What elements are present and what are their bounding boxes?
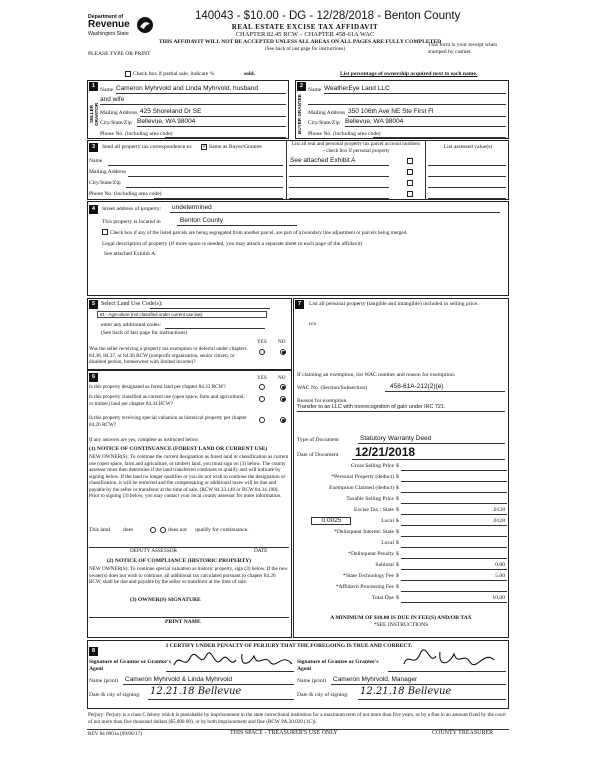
current-use-no-radio[interactable] [280,396,286,402]
does-radio[interactable] [150,527,156,533]
parcel-personal-checkbox-2[interactable] [407,169,413,175]
dollar-sign: $ [396,529,399,535]
forest-yes-radio[interactable] [259,384,265,390]
section-1-badge: 1 [89,82,98,91]
please-type: PLEASE TYPE OR PRINT [88,51,151,57]
additional-codes-label: enter any additional codes: [101,322,162,328]
s3-mailing-label: Mailing Address [89,169,127,175]
doc-date-label: Date of Document [297,452,339,458]
s5-no: NO [278,339,286,345]
tax-row-label: Local [381,540,394,546]
tax-row-label: Subtotal [375,562,394,568]
grantee-date-label: Date & city of signing: [297,692,349,698]
form-title: REAL ESTATE EXCISE TAX AFFIDAVIT [231,23,379,31]
dollar-sign: $ [396,540,399,546]
buyer-name-label: Name [308,87,322,93]
grantor-date[interactable]: 12.21.18 Bellevue [150,686,242,697]
does-label: does [123,527,134,533]
buyer-city-label: City/State/Zip [308,120,340,126]
tax-row-value[interactable]: 5.00 [495,573,505,579]
personal-property-label: List all personal property (tangible and intangible) included in selling price. [309,301,479,307]
county[interactable]: Benton County [180,217,224,224]
tax-row-label: *State Technology Fee [342,573,394,579]
dollar-sign: $ [396,584,399,590]
certify-statement: I CERTIFY UNDER PENALTY OF PERJURY THAT THE FOREGOING IS TRUE AND CORRECT. [166,643,413,649]
tax-row-label: Local [381,518,394,524]
forest-no-radio[interactable] [280,384,286,390]
qualify-label: qualify for continuance. [195,527,249,533]
tax-row-value[interactable]: .0128 [492,507,505,513]
section-6-badge: 6 [89,373,98,382]
segregated-checkbox[interactable] [102,229,108,235]
partial-sale-label: Check box if partial sale, indicate % [133,71,215,77]
county-treasurer: COUNTY TREASURER [432,730,494,736]
s5-see-back: (See back of last page for instructions) [101,330,188,336]
receipt-note: This form is your receipt when stamped by cashier. [428,42,498,55]
see-instructions: *SEE INSTRUCTIONS [373,622,429,628]
dollar-sign: $ [396,474,399,480]
historic-yes-radio[interactable] [259,417,265,423]
historic-no-radio[interactable] [280,417,286,423]
exemption-question: Was the seller receiving a property tax exemption or deferral under chapters 84.36, 84.37, or 84.38 RCW (nonprofit organization, senior citizen, or disabled person, homeowner with limited income)? [89,346,247,365]
sold-label: sold. [244,71,256,77]
dollar-sign: $ [396,496,399,502]
tax-row-label: *Affidavit Processing Fee [335,584,394,590]
doc-type[interactable]: Statutory Warranty Deed [360,435,432,442]
current-use-yes-radio[interactable] [259,396,265,402]
grantor-name[interactable]: Cameron Myhrvold & Linda Myhrvold [125,676,232,683]
grantee-name-label: Name (print) [297,678,327,684]
seller-phone-label: Phone No. (including area code) [100,131,173,137]
seller-mailing-label: Mailing Address [100,110,138,116]
exemption-no-radio[interactable] [280,349,286,355]
historic-question: Is this property receiving special valuation as historical property per chapter 84.26 RCW? [89,415,247,428]
grantee-sig-label: Signature of Grantee or Grantee's Agent [297,659,379,672]
wac-value[interactable]: 458-61A-212(2)(e) [390,383,444,390]
legal-label: Legal description of property (if more space is needed, you may attach a separate sheet to each page of the affidavit) [102,241,363,247]
section-4 [87,201,509,296]
current-use-question: Is this property classified as current use (open space, farm and agricultural, or timber) land per chapter 84.34 RCW? [89,394,245,407]
s6-no: NO [278,375,286,381]
list-pct-label: List percentage of ownership acquired next to each name. [340,71,478,77]
tax-row-value[interactable]: 0.00 [495,562,505,568]
seller-city[interactable]: Bellevue, WA 98004 [137,118,196,125]
land-use-value: 81 - Agriculture (not classified under current use law) [100,312,203,317]
doc-date[interactable]: 12/21/2018 [355,445,416,459]
parcels-header: List all real and personal property tax parcel account numbers – check box if personal property [291,141,421,154]
partial-sale-checkbox[interactable] [125,71,131,77]
wac-label: WAC No. (Section/Subsection) [297,385,368,391]
recording-stamp: 140043 - $10.00 - DG - 12/28/2018 - Benton County [195,10,461,22]
tax-row-value[interactable]: .0128 [492,518,505,524]
buyer-name[interactable]: WeatherEye Land LLC [324,85,390,92]
tax-row-label: *Delinquent Penalty [348,551,394,557]
exemption-yes-radio[interactable] [259,349,265,355]
seller-side-label: SELLER GRANTOR [89,102,99,126]
s3-phone-label: Phone No. (including area code) [89,191,162,197]
segregated-label: Check box if any of the listed parcels are being segregated from another parcel, are part of a boundary line adjustment or parcels being merged. [110,230,408,236]
claiming-label: If claiming an exemption, list WAC number and reason for exemption: [297,372,456,378]
parcel-number[interactable]: See attached Exhibit A [290,157,356,164]
tax-calc-table [297,463,507,603]
street-address[interactable]: undetermined [172,204,212,211]
buyer-phone-label: Phone No. (including area code) [308,131,381,137]
send-correspondence-label: Send all property tax correspondence to: [102,144,193,150]
dollar-sign: $ [396,518,399,524]
does-not-label: does not [168,527,187,533]
assessed-header: List assessed value(s) [443,144,493,150]
notice-1-body: NEW OWNER(S): To continue the current designation as forest land or classification as current use (open space, farm and agriculture, or timber) land, you must sign on (3) below. The county assessor must then determine if the land transferred continues to qualify and will indicate by signing below. If the land no longer qualifies or you do not wish to continue the designation or classification, it will be removed and the compensating or additional taxes will be due and payable by the seller or transferor at the time of sale. (RCW 84.33.140 or RCW 84.34.108). Prior to signing (3) below, you may contact your local county assessor for more information. [89,454,289,499]
local-rate: 0.0025 [321,517,342,524]
s5-yes: YES [257,339,267,345]
tax-row-label: Taxable Selling Price [346,496,394,502]
seller-name[interactable]: Cameron Myhrvold and Linda Myhrvold, husband [116,85,258,92]
this-land-label: This land [89,527,110,533]
tax-row-label: Gross Selling Price [350,463,394,469]
seller-mailing[interactable]: 425 Shoreland Dr SE [140,108,202,115]
grantee-date[interactable]: 12.21.18 Bellevue [360,686,452,697]
notice-2-body: NEW OWNER(S): To continue special valuation as historic property, sign (3) below. If the new owner(s) does not wish to continue, all additional tax calculated pursuant to chapter 84.26 RCW, shall be due and payable by the seller or transferor at the time of sale. [89,566,288,585]
forest-question: Is this property designated as forest land per chapter 84.33 RCW? [89,384,226,390]
street-label: Street address of property: [102,206,162,212]
section-8-badge: 8 [89,647,98,656]
grantor-sig-label: Signature of Grantor or Grantor's Agent [89,659,172,672]
tax-row-label: *Delinquent Interest: State [334,529,394,535]
dollar-sign: $ [396,507,399,513]
dollar-sign: $ [396,573,399,579]
grantee-name[interactable]: Cameron Myhrvold, Manager [333,676,418,683]
seller-name-label: Name [100,87,114,93]
dollar-sign: $ [396,551,399,557]
s3-city-label: City/State/Zip [89,180,121,186]
legal-description[interactable]: See attached Exhibit A. [104,251,157,257]
logo-line2: Revenue [88,19,130,30]
dollar-sign: $ [396,463,399,469]
personal-property-value[interactable]: n/a [309,321,316,327]
reason-label: Reason for exemption [297,398,347,404]
notice-2-title: (2) NOTICE OF COMPLIANCE (HISTORIC PROPERTY) [107,558,252,564]
buyer-city[interactable]: Bellevue, WA 98004 [345,118,404,125]
seller-name-line2[interactable]: and wife [100,96,125,103]
does-not-radio[interactable] [160,527,166,533]
if-yes-note: If any answers are yes, complete as instructed below. [89,437,200,443]
deputy-assessor-label: DEPUTY ASSESSOR [130,548,177,554]
grantor-signature[interactable] [170,650,300,672]
buyer-mailing-label: Mailing Address [308,110,346,116]
tax-row-label: Excise Tax : State [353,507,394,513]
land-use-select[interactable] [97,311,267,318]
section-5-badge: 5 [89,300,98,309]
date-label: DATE [254,548,268,554]
dollar-sign: $ [396,595,399,601]
logo-line1: Department of [88,14,124,20]
s6-yes: YES [257,375,267,381]
s3-name-label: Name [89,158,103,164]
tax-row-label: Exemption Claimed (deduct) [329,485,394,491]
perjury-notice: Perjury: Perjury is a class C felony which is punishable by imprisonment in the state correctional institution for a maximum term of not more than five years, or by a fine in an amount fixed by the court of not more than five thousand dollars ($5,000.00), or by both imprisonment and fine (RCW 9A.20.020 (1C)). [88,712,506,725]
print-name-label: PRINT NAME [165,619,201,625]
tax-row-value[interactable]: 10.00 [492,595,505,601]
dollar-sign: $ [396,562,399,568]
notice-1-title: (1) NOTICE OF CONTINUANCE (FOREST LAND OR CURRENT USE) [89,446,268,452]
treasurer-use-only: THIS SPACE - TREASURER'S USE ONLY [230,730,338,736]
parcel-personal-checkbox-4[interactable] [407,191,413,197]
buyer-mailing[interactable]: 350 106th Ave NE Ste First Fl [348,108,434,115]
grantor-date-label: Date & city of signing: [89,692,141,698]
tax-row-label: *Personal Property (deduct) [331,474,394,480]
owner-signature-label: (3) OWNER(S) SIGNATURE [130,597,201,603]
land-use-label: Select Land Use Code(s): [101,301,163,307]
parcel-personal-checkbox-3[interactable] [407,180,413,186]
same-as-buyer-checkbox[interactable] [201,144,207,150]
grantee-signature[interactable] [400,648,500,672]
seller-city-label: City/State/Zip [100,120,132,126]
tax-row-label: Total Due [371,595,394,601]
grantor-name-label: Name (print) [89,678,119,684]
section-4-badge: 4 [89,205,98,214]
form-subtitle: CHAPTER 82.45 RCW – CHAPTER 458-61A WAC [235,31,375,38]
logo-line3: Washington State [88,31,129,37]
same-as-buyer-label: Same as Buyer/Grantee [209,144,262,150]
reason-value[interactable]: Transfer to an LLC with nonrecognition of gain under IRC 721. [297,404,446,410]
form-warning: THIS AFFIDAVIT WILL NOT BE ACCEPTED UNLESS ALL AREAS ON ALL PAGES ARE FULLY COMPLETED [158,39,442,45]
dollar-sign: $ [396,485,399,491]
section-2-badge: 2 [297,82,306,91]
buyer-side-label: BUYER GRANTEE [297,94,302,134]
minimum-fee-note: A MINIMUM OF $10.00 IS DUE IN FEE(S) AND/OR TAX [330,615,472,621]
form-see-back: (See back of last page for instructions) [264,46,346,52]
form-number: REV 84 0001a (09/06/17) [88,731,142,737]
located-label: This property is located in [102,219,161,225]
section-3-badge: 3 [89,143,98,152]
dor-logo-mark-icon [136,16,154,34]
section-7-badge: 7 [295,300,304,309]
parcel-personal-checkbox-1[interactable] [407,158,413,164]
doc-type-label: Type of Document [297,437,339,443]
